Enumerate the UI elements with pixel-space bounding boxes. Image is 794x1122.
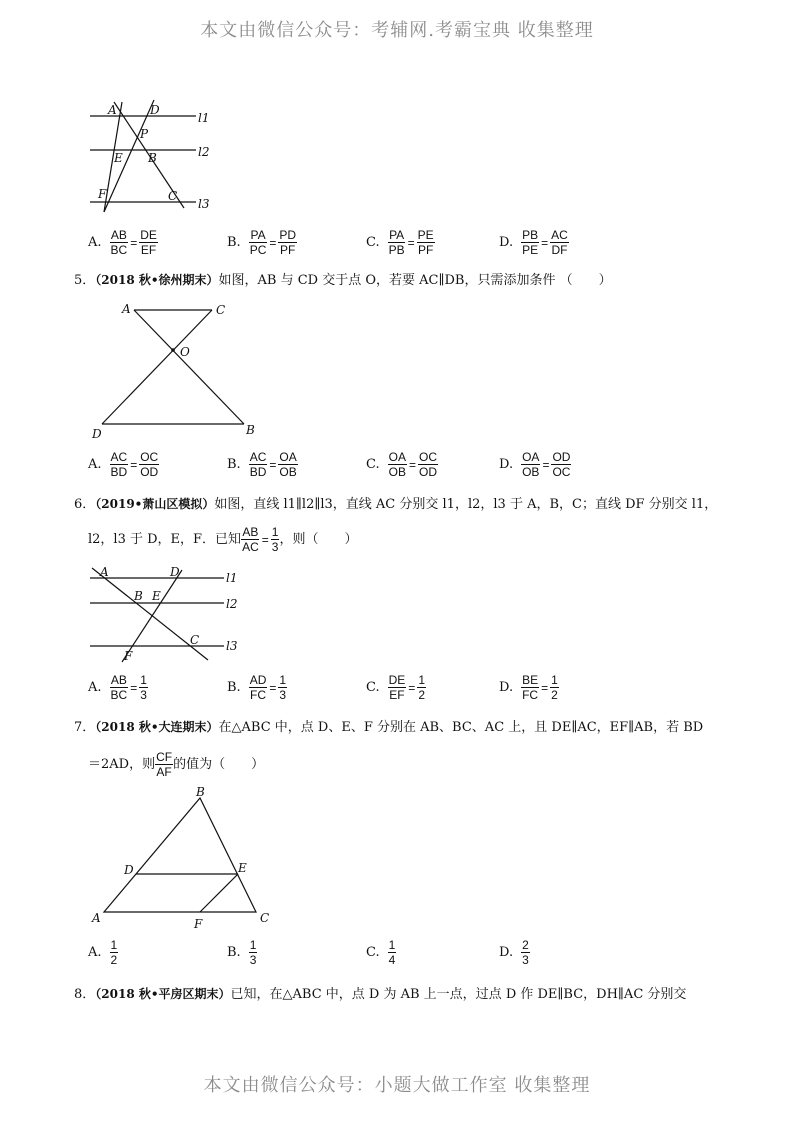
q6-option-a[interactable]: A. $\frac{AB}{BC}$ = $\frac{1}{3}$ — [88, 673, 147, 702]
label-E: E — [238, 861, 247, 875]
line-label-l1: l1 — [198, 111, 210, 125]
label-C: C — [216, 303, 226, 317]
q6-option-b[interactable]: B. $\frac{AD}{FC}$ = $\frac{1}{3}$ — [227, 673, 287, 702]
figure-q4 — [84, 96, 224, 218]
label-B: B — [134, 589, 143, 603]
label-P: P — [140, 127, 149, 141]
q5-option-a[interactable]: A. $\frac{AC}{BD}$ = $\frac{OC}{OD}$ — [88, 450, 159, 479]
q7-option-d[interactable]: D. $\frac{2}{3}$ — [499, 938, 529, 967]
label-A: A — [100, 565, 109, 579]
label-C: C — [190, 633, 200, 647]
label-D: D — [124, 863, 134, 877]
label-B: B — [196, 785, 205, 799]
q7-option-a[interactable]: A. $\frac{1}{2}$ — [88, 938, 118, 967]
question-7-line-1: 7．（2018 秋•大连期末）在△ABC 中，点 D、E、F 分别在 AB、BC、AC 上，且 DE∥AC，EF∥AB，若 BD — [74, 720, 704, 735]
q5-option-c[interactable]: C. $\frac{OA}{OB}$ = $\frac{OC}{OD}$ — [366, 450, 437, 479]
q6-option-c[interactable]: C. $\frac{DE}{EF}$ = $\frac{1}{2}$ — [366, 673, 425, 702]
label-O: O — [180, 345, 190, 359]
figure-q6 — [84, 562, 254, 668]
label-E: E — [152, 589, 161, 603]
question-8: 8．（2018 秋•平房区期末）已知，在△ABC 中，点 D 为 AB 上一点，过点 D 作 DE∥BC，DH∥AC 分别交 — [74, 987, 687, 1002]
label-C: C — [168, 189, 178, 203]
q7-option-c[interactable]: C. $\frac{1}{4}$ — [366, 938, 396, 967]
label-A: A — [108, 103, 117, 117]
label-B: B — [246, 423, 255, 437]
line-label-l3: l3 — [226, 639, 238, 653]
q7-option-b[interactable]: B. $\frac{1}{3}$ — [227, 938, 257, 967]
q5-option-b[interactable]: B. $\frac{AC}{BD}$ = $\frac{OA}{OB}$ — [227, 450, 297, 479]
question-6-line-1: 6．（2019•萧山区模拟）如图，直线 l1∥l2∥l3，直线 AC 分别交 l1，l2，l3 于 A，B，C；直线 DF 分别交 l1， — [74, 497, 718, 512]
question-7-line-2: ＝2AD，则 $\frac{CF}{AF}$ 的值为（ ） — [88, 750, 265, 779]
label-D: D — [150, 103, 160, 117]
label-B: B — [148, 151, 157, 165]
question-5: 5．（2018 秋•徐州期末）如图，AB 与 CD 交于点 O，若要 AC∥DB，只需添加条件 （ ） — [74, 273, 612, 288]
line-label-l1: l1 — [226, 571, 238, 585]
q4-option-a[interactable]: A. $\frac{AB}{BC}$ = $\frac{DE}{EF}$ — [88, 228, 157, 257]
label-A: A — [92, 911, 101, 925]
label-F: F — [124, 649, 133, 663]
line-label-l3: l3 — [198, 197, 210, 211]
q5-option-d[interactable]: D. $\frac{OA}{OB}$ = $\frac{OD}{OC}$ — [499, 450, 571, 479]
watermark-bottom: 本文由微信公众号：小题大做工作室 收集整理 — [203, 1075, 591, 1096]
figure-q5 — [88, 298, 268, 444]
label-E: E — [114, 151, 123, 165]
label-F: F — [98, 187, 107, 201]
label-F: F — [194, 917, 203, 931]
question-6-line-2: l2，l3 于 D，E，F．已知 $\frac{AB}{AC}$ = $\frac{1}{3}$ ，则（ ） — [88, 525, 358, 554]
line-label-l2: l2 — [226, 597, 238, 611]
label-C: C — [260, 911, 270, 925]
q4-option-c[interactable]: C. $\frac{PA}{PB}$ = $\frac{PE}{PF}$ — [366, 228, 434, 257]
watermark-top: 本文由微信公众号：考辅网.考霸宝典 收集整理 — [200, 20, 594, 41]
q4-option-d[interactable]: D. $\frac{PB}{PE}$ = $\frac{AC}{DF}$ — [499, 228, 568, 257]
figure-q7 — [88, 784, 278, 934]
label-D: D — [92, 427, 102, 441]
label-D: D — [170, 565, 180, 579]
label-A: A — [122, 302, 131, 316]
line-label-l2: l2 — [198, 145, 210, 159]
q6-option-d[interactable]: D. $\frac{BE}{FC}$ = $\frac{1}{2}$ — [499, 673, 558, 702]
q4-option-b[interactable]: B. $\frac{PA}{PC}$ = $\frac{PD}{PF}$ — [227, 228, 297, 257]
